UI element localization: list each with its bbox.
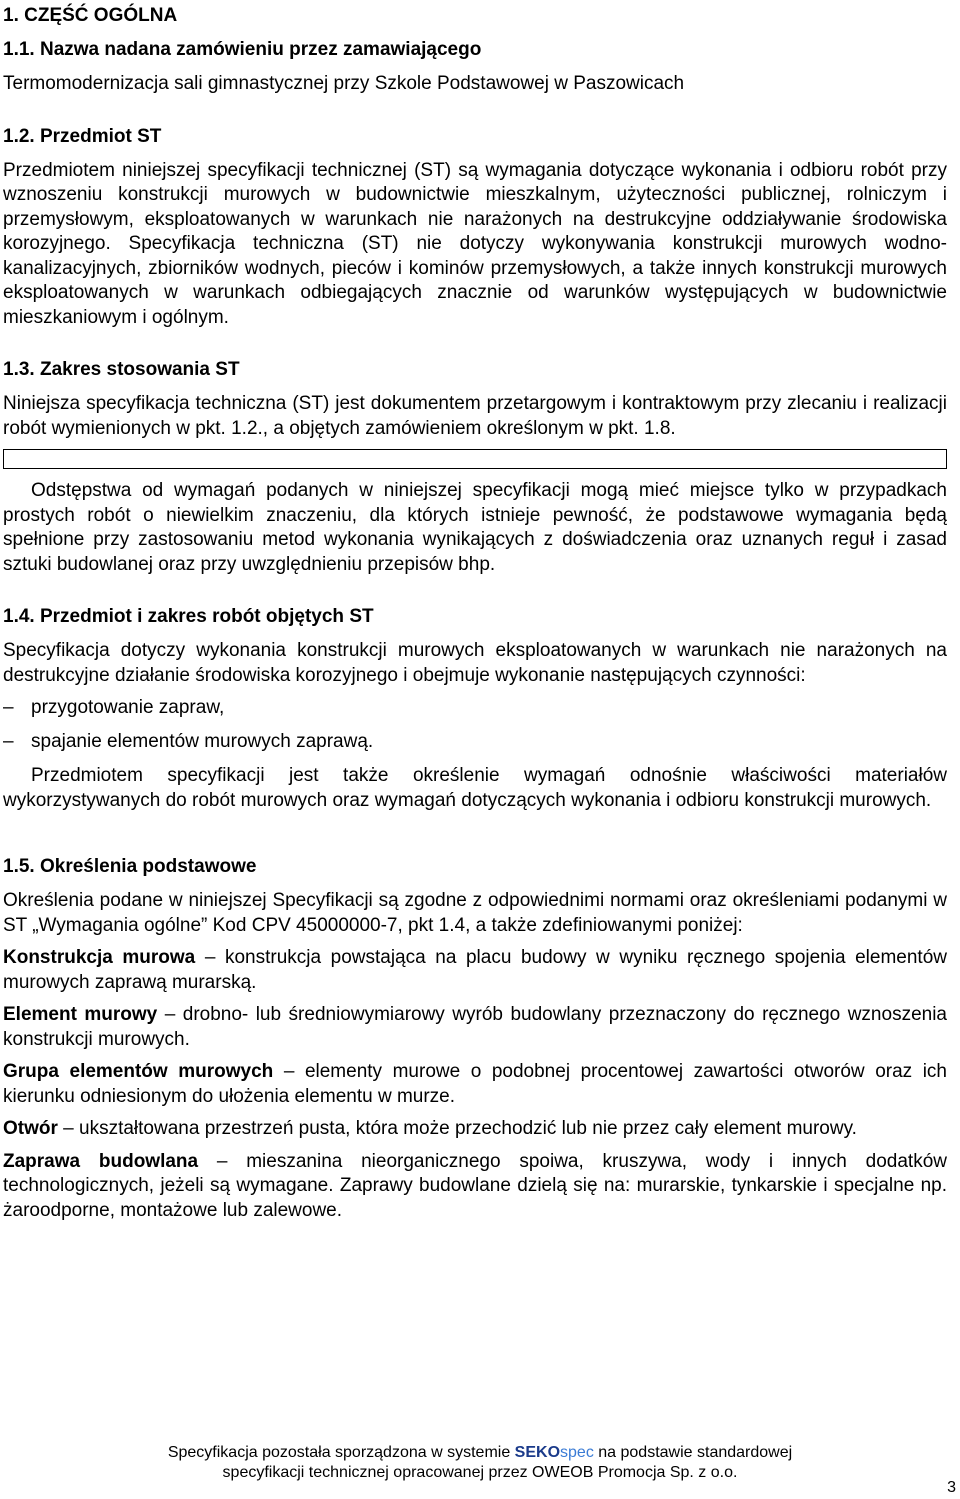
definition-desc: – drobno- lub średniowymiarowy wyrób budowlany przeznaczony do ręcznego wznoszenia konstrukcji murowych.: [3, 1004, 947, 1050]
footer-line-1: [0, 1443, 960, 1463]
definition-element-murowy: [3, 1003, 947, 1052]
definition-desc: – ukształtowana przestrzeń pusta, która może przechodzić lub nie przez cały element murowy.: [57, 1118, 857, 1139]
brand-spec: spec: [560, 1444, 594, 1461]
section-1-3-heading: 1.3. Zakres stosowania ST: [3, 359, 240, 380]
section-1-3-text: Niniejsza specyfikacja techniczna (ST) jest dokumentem przetargowym i kontraktowym przy zlecaniu i realizacji robót wymienionych w pkt. 1.2., a objętych zamówieniem określonym w pkt. 1.8.: [3, 393, 947, 439]
definition-desc: – mieszanina nieorganicznego spoiwa, kruszywa, wody i innych dodatków technologicznych, jeżeli są wymagane. Zaprawy budowlane dzielą się na: murarskie, tynkarskie i specjalne np. żaroodporne, montażowe lub zalewowe.: [3, 1150, 947, 1221]
empty-bordered-box: [3, 449, 947, 469]
definition-term: Zaprawa budowlana: [3, 1150, 199, 1172]
definition-term: Element murowy: [3, 1004, 158, 1025]
definition-desc: – konstrukcja powstająca na placu budowy w wyniku ręcznego spojenia elementów murowych zaprawą murarską.: [3, 947, 947, 993]
definition-otwor: [3, 1117, 947, 1142]
list-item: [3, 696, 947, 730]
list-item-text: przygotowanie zapraw,: [31, 697, 225, 718]
definition-konstrukcja-murowa: [3, 946, 947, 995]
footer-line-1-pre: Specyfikacja pozostała sporządzona w systemie: [167, 1444, 515, 1461]
dash-bullet: –: [3, 697, 14, 718]
footer-line-1-post: na podstawie standardowej: [593, 1444, 793, 1461]
section-1-5-text: Określenia podane w niniejszej Specyfikacji są zgodne z odpowiednimi normami oraz określeniami podanymi w ST „Wymagania ogólne” Kod CPV 45000000-7, pkt 1.4, a także zdefiniowanymi poniżej:: [3, 890, 947, 936]
section-1-2-text: Przedmiotem niniejszej specyfikacji technicznej (ST) są wymagania dotyczące wykonania i odbioru robót przy wznoszeniu konstrukcji murowych w budownictwie mieszkalnym, użyteczności publicznej, rolniczym i przemysłowym, eksploatowanych w warunkach nie narażonych na destrukcyjne oddziaływanie środowiska korozyjnego. Specyfikacja techniczna (ST) nie dotyczy wykonywania konstrukcji murowych wodno-kanalizacyjnych, zbiorników wodnych, pieców i kominów przemysłowych, a także innych konstrukcji murowych eksploatowanych w warunkach odbiegających znacznie od warunków występujących w budownictwie mieszkaniowym i ogólnym.: [3, 159, 947, 328]
section-1-4-heading: 1.4. Przedmiot i zakres robót objętych ST: [3, 606, 374, 627]
definition-desc: – elementy murowe o podobnej procentowej zawartości otworów oraz ich kierunku odniesionym do ułożenia elementu w murze.: [3, 1061, 947, 1107]
definition-term: Grupa elementów murowych: [3, 1061, 274, 1082]
footer-line-2: specyfikacji technicznej opracowanej przez OWEOB Promocja Sp. z o.o.: [222, 1464, 738, 1481]
definition-grupa-elementow: [3, 1060, 947, 1109]
brand-seko: SEKO: [514, 1444, 561, 1461]
section-1-2-heading: 1.2. Przedmiot ST: [3, 125, 162, 147]
page-footer: [0, 1443, 960, 1483]
definition-term: Otwór: [3, 1118, 58, 1139]
section-1-4-list: [3, 696, 947, 764]
definition-zaprawa-budowlana: [3, 1150, 947, 1224]
section-1-4-text-2: Przedmiotem specyfikacji jest także określenie wymagań odnośnie właściwości materiałów wykorzystywanych do robót murowych oraz wymagań dotyczących wykonania i odbioru konstrukcji murowych.: [3, 765, 947, 811]
list-item-text: spajanie elementów murowych zaprawą.: [31, 731, 374, 752]
section-1-heading: 1. CZĘŚĆ OGÓLNA: [3, 5, 178, 26]
definition-term: Konstrukcja murowa: [3, 947, 196, 968]
section-1-5-heading: 1.5. Określenia podstawowe: [3, 856, 257, 877]
section-1-4-text: Specyfikacja dotyczy wykonania konstrukcji murowych eksploatowanych w warunkach nie narażonych na destrukcyjne działanie środowiska korozyjnego i obejmuje wykonanie następujących czynności:: [3, 640, 947, 686]
section-1-3-text-2: Odstępstwa od wymagań podanych w niniejszej specyfikacji mogą mieć miejsce tylko w przypadkach prostych robót o niewielkim znaczeniu, dla których istnieje pewność, że podstawowe wymagania będą spełnione przy zastosowaniu metod wykonania wynikających z doświadczenia oraz uznanych reguł i zasad sztuki budowlanej oraz przy uwzględnieniu przepisów bhp.: [3, 480, 947, 575]
section-1-1-heading: 1.1. Nazwa nadana zamówieniu przez zamawiającego: [3, 39, 482, 60]
document-page: [3, 4, 947, 1231]
dash-bullet: –: [3, 731, 14, 752]
page-number: 3: [947, 1479, 956, 1496]
section-1-1-text: Termomodernizacja sali gimnastycznej przy Szkole Podstawowej w Paszowicach: [3, 73, 685, 94]
list-item: [3, 730, 947, 764]
